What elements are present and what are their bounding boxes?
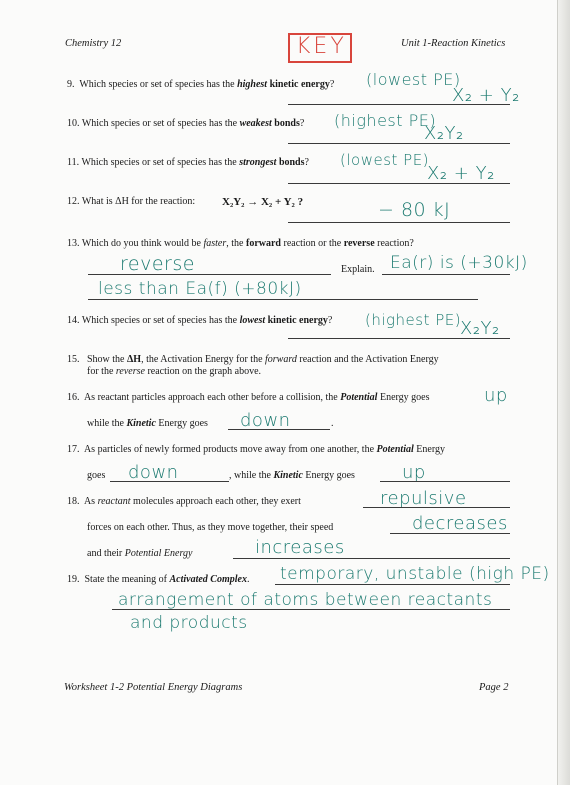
q17-answer-line-1 [110, 481, 229, 482]
question-17-line-1: 17. As particles of newly formed products move away from one another, the Potential Energy [67, 444, 445, 455]
q13-answer-line [88, 274, 331, 275]
q17-answer-2: up [402, 462, 426, 483]
question-18-line-1: 18. As reactant molecules approach each other, they exert [67, 496, 301, 507]
q16-period: . [331, 418, 334, 429]
question-19: 19. State the meaning of Activated Complex. [67, 574, 250, 585]
footer-worksheet-title: Worksheet 1-2 Potential Energy Diagrams [64, 682, 243, 693]
q18-answer-line-1 [363, 507, 510, 508]
q18-answer-line-2 [390, 533, 510, 534]
key-stamp: KEY [296, 34, 347, 59]
q19-answer-3: and products [130, 613, 248, 633]
question-18-line-3: and their Potential Energy [87, 548, 193, 559]
question-17-line-2a: goes [87, 470, 106, 481]
question-9: 9. Which species or set of species has the highest kinetic energy? [67, 79, 335, 90]
page-edge [557, 0, 570, 785]
q19-answer-1: temporary, unstable (high PE) [280, 564, 550, 584]
question-13: 13. Which do you think would be faster, the forward reaction or the reverse reaction? [67, 238, 414, 249]
course-title: Chemistry 12 [65, 38, 122, 49]
q16-answer-line-2 [228, 429, 330, 430]
q13-answer: reverse [120, 253, 195, 275]
footer-page-number: Page 2 [479, 682, 509, 693]
q17-answer-line-2 [380, 481, 510, 482]
question-15-line-1: 15. Show the ΔH, the Activation Energy for the forward reaction and the Activation Energy [67, 354, 439, 365]
q11-note: (lowest PE) [340, 151, 430, 169]
q14-answer-line [288, 338, 510, 339]
q13-explain-line-1 [382, 274, 510, 275]
question-16-line-1: 16. As reactant particles approach each other before a collision, the Potential Energy goes [67, 392, 430, 403]
q19-answer-line-2 [112, 609, 510, 610]
q12-answer: − 80 kJ [378, 199, 451, 221]
q12-reaction: X₂Y₂ → X₂ + Y₂ ? [222, 196, 304, 208]
q9-answer: X₂ + Y₂ [452, 85, 520, 106]
q9-answer-line [288, 104, 510, 105]
question-18-line-2: forces on each other. Thus, as they move together, their speed [87, 522, 334, 533]
q18-answer-line-3 [233, 558, 510, 559]
question-15-line-2: for the reverse reaction on the graph above. [87, 366, 262, 377]
q12-answer-line [288, 222, 510, 223]
q13-explain-2: less than Ea(f) (+80kJ) [98, 279, 302, 299]
q18-answer-1: repulsive [380, 488, 467, 509]
q10-answer-line [288, 143, 510, 144]
q18-answer-3: increases [255, 537, 345, 558]
q13-explain-label: Explain. [341, 264, 375, 275]
q19-answer-2: arrangement of atoms between reactants [118, 590, 493, 610]
question-16-line-2: while the Kinetic Energy goes [87, 418, 208, 429]
unit-title: Unit 1-Reaction Kinetics [401, 38, 506, 49]
q19-answer-line-1 [275, 584, 510, 585]
q11-answer: X₂ + Y₂ [427, 163, 495, 184]
q16-answer-1: up [484, 385, 508, 406]
q17-answer-1: down [128, 462, 179, 483]
q14-note: (highest PE) [365, 311, 462, 329]
question-17-line-2b: , while the Kinetic Energy goes [229, 470, 355, 481]
q16-answer-2: down [240, 410, 291, 431]
q18-answer-2: decreases [412, 513, 508, 534]
question-14: 14. Which species or set of species has the lowest kinetic energy? [67, 315, 333, 326]
q10-note: (highest PE) [334, 111, 437, 130]
q11-answer-line [288, 183, 510, 184]
q13-explain-1: Ea(r) is (+30kJ) [390, 253, 528, 273]
q14-answer: X₂Y₂ [460, 318, 500, 339]
q10-answer: X₂Y₂ [424, 123, 464, 144]
question-10: 10. Which species or set of species has the weakest bonds? [67, 118, 305, 129]
q13-explain-line-2 [88, 299, 478, 300]
q9-note: (lowest PE) [366, 70, 461, 89]
question-11: 11. Which species or set of species has the strongest bonds? [67, 157, 309, 168]
question-12: 12. What is ΔH for the reaction: [67, 196, 196, 207]
